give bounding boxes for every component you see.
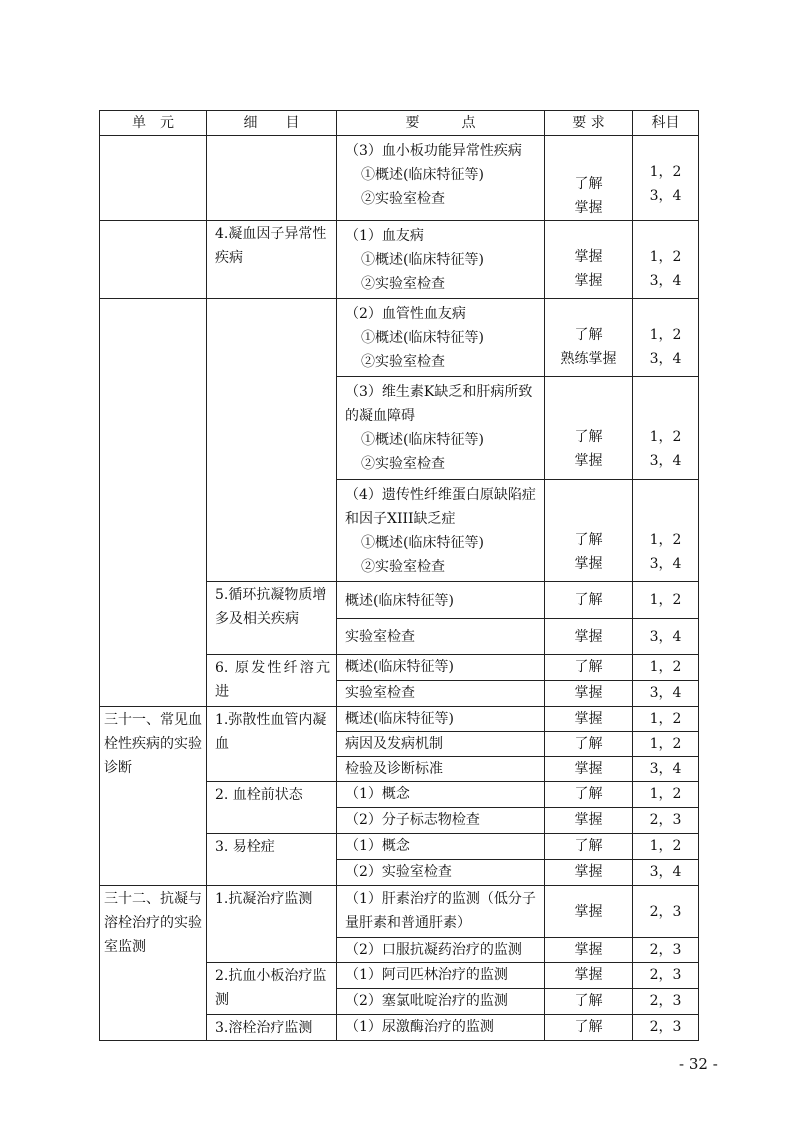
subject-value: 1，2 [649, 249, 682, 265]
points-cell: 实验室检查 [337, 619, 545, 655]
subject-value: 1，2 [649, 164, 682, 180]
point-line: ①概述(临床特征等) [361, 535, 484, 551]
subject-cell: 2，3 [633, 808, 699, 834]
subject-cell: 3，4 [633, 860, 699, 886]
detail-cell: 1.弥散性血管内凝血 [207, 707, 337, 782]
requirement-cell: 掌握 [545, 963, 633, 989]
requirement-cell: 了解 [545, 834, 633, 860]
subject-cell [633, 221, 699, 299]
requirement-cell: 掌握 [545, 886, 633, 938]
points-cell: 实验室检查 [337, 681, 545, 707]
point-line: （1）血友病 [345, 228, 424, 244]
requirement-value: 掌握 [574, 453, 603, 469]
subject-cell: 3，4 [633, 757, 699, 782]
table-row [100, 221, 699, 299]
points-cell: （1）阿司匹林治疗的监测 [337, 963, 545, 989]
points-cell: （1）尿激酶治疗的监测 [337, 1015, 545, 1041]
header-detail: 细 目 [207, 111, 337, 136]
point-line: ②实验室检查 [361, 354, 445, 370]
requirement-value: 掌握 [574, 556, 603, 572]
subject-cell [633, 299, 699, 377]
requirement-value: 了解 [574, 327, 603, 343]
table-row [100, 886, 699, 938]
page-number: - 32 - [679, 1055, 718, 1073]
subject-cell: 1，2 [633, 782, 699, 808]
points-cell: 检验及诊断标准 [337, 757, 545, 782]
detail-cell [207, 136, 337, 221]
subject-value: 3，4 [649, 453, 682, 469]
point-line: （4）遗传性纤维蛋白原缺陷症和因子XIII缺乏症 [345, 487, 536, 527]
point-line: ①概述(临床特征等) [361, 330, 484, 346]
unit-cell: 三十一、常见血栓性疾病的实验诊断 [100, 707, 207, 886]
point-line: （2）血管性血友病 [345, 306, 466, 322]
subject-value: 3，4 [649, 273, 682, 289]
points-cell [337, 299, 545, 377]
requirement-value: 了解 [574, 429, 603, 445]
unit-cell [100, 299, 207, 707]
requirement-cell: 了解 [545, 989, 633, 1015]
points-cell: （2）分子标志物检查 [337, 808, 545, 834]
detail-cell: 2.抗血小板治疗监测 [207, 963, 337, 1015]
header-unit: 单 元 [100, 111, 207, 136]
points-cell [337, 480, 545, 582]
subject-cell: 2，3 [633, 989, 699, 1015]
requirement-cell: 掌握 [545, 619, 633, 655]
subject-value: 1，2 [649, 532, 682, 548]
point-line: ①概述(临床特征等) [361, 252, 484, 268]
subject-value: 3，4 [649, 188, 682, 204]
requirement-cell [545, 221, 633, 299]
requirement-cell: 掌握 [545, 707, 633, 732]
subject-cell: 2，3 [633, 938, 699, 963]
point-line: ①概述(临床特征等) [361, 432, 484, 448]
points-cell: （2）实验室检查 [337, 860, 545, 886]
subject-value: 1，2 [649, 327, 682, 343]
subject-cell [633, 136, 699, 221]
points-cell: （2）塞氯吡啶治疗的监测 [337, 989, 545, 1015]
subject-cell: 1，2 [633, 655, 699, 681]
detail-cell: 2. 血栓前状态 [207, 782, 337, 834]
subject-cell: 3，4 [633, 681, 699, 707]
requirement-cell: 了解 [545, 655, 633, 681]
requirement-value: 掌握 [574, 200, 603, 216]
point-line: ①概述(临床特征等) [361, 167, 484, 183]
subject-cell: 1，2 [633, 834, 699, 860]
requirement-cell: 掌握 [545, 938, 633, 963]
subject-value: 3，4 [649, 556, 682, 572]
requirement-cell [545, 377, 633, 480]
requirement-value: 熟练掌握 [560, 351, 617, 367]
requirement-cell [545, 480, 633, 582]
requirement-value: 掌握 [574, 249, 603, 265]
detail-cell: 4.凝血因子异常性疾病 [207, 221, 337, 299]
points-cell: 病因及发病机制 [337, 732, 545, 757]
requirement-cell: 掌握 [545, 860, 633, 886]
requirement-cell [545, 299, 633, 377]
header-subject: 科目 [633, 111, 699, 136]
point-line: （3）血小板功能异常性疾病 [345, 143, 522, 159]
subject-cell: 1，2 [633, 707, 699, 732]
subject-cell: 1，2 [633, 582, 699, 619]
requirement-cell: 掌握 [545, 757, 633, 782]
subject-cell: 3，4 [633, 619, 699, 655]
subject-value: 1，2 [649, 429, 682, 445]
subject-cell: 2，3 [633, 1015, 699, 1041]
unit-cell: 三十二、抗凝与溶栓治疗的实验室监测 [100, 886, 207, 1041]
points-cell: 概述(临床特征等) [337, 582, 545, 619]
points-cell: （1）肝素治疗的监测（低分子量肝素和普通肝素） [337, 886, 545, 938]
points-cell: （1）概念 [337, 834, 545, 860]
table-row [100, 299, 699, 377]
points-cell: （1）概念 [337, 782, 545, 808]
subject-cell [633, 377, 699, 480]
requirement-cell: 了解 [545, 582, 633, 619]
unit-cell [100, 136, 207, 221]
points-cell: 概述(临床特征等) [337, 655, 545, 681]
header-requirement: 要 求 [545, 111, 633, 136]
point-line: ②实验室检查 [361, 456, 445, 472]
detail-cell [207, 299, 337, 582]
point-line: ②实验室检查 [361, 191, 445, 207]
requirement-cell: 掌握 [545, 681, 633, 707]
requirement-value: 掌握 [574, 273, 603, 289]
subject-cell: 2，3 [633, 886, 699, 938]
requirement-value: 了解 [574, 532, 603, 548]
detail-cell: 6. 原发性纤溶亢进 [207, 655, 337, 707]
detail-cell: 3.溶栓治疗监测 [207, 1015, 337, 1041]
point-line: ②实验室检查 [361, 276, 445, 292]
subject-cell: 1，2 [633, 732, 699, 757]
requirement-cell: 了解 [545, 1015, 633, 1041]
subject-cell: 2，3 [633, 963, 699, 989]
detail-cell: 3. 易栓症 [207, 834, 337, 886]
point-line: ②实验室检查 [361, 559, 445, 575]
table-row [100, 136, 699, 221]
unit-cell [100, 221, 207, 299]
detail-cell: 1.抗凝治疗监测 [207, 886, 337, 963]
points-cell: 概述(临床特征等) [337, 707, 545, 732]
detail-cell: 5.循环抗凝物质增多及相关疾病 [207, 582, 337, 655]
requirement-cell: 了解 [545, 732, 633, 757]
points-cell [337, 136, 545, 221]
syllabus-table [99, 110, 699, 1041]
points-cell [337, 377, 545, 480]
subject-cell [633, 480, 699, 582]
table-row [100, 707, 699, 732]
points-cell [337, 221, 545, 299]
requirement-cell: 掌握 [545, 808, 633, 834]
requirement-value: 了解 [574, 176, 603, 192]
requirement-cell [545, 136, 633, 221]
header-points: 要 点 [337, 111, 545, 136]
points-cell: （2）口服抗凝药治疗的监测 [337, 938, 545, 963]
requirement-cell: 了解 [545, 782, 633, 808]
header-row [100, 111, 699, 136]
subject-value: 3，4 [649, 351, 682, 367]
point-line: （3）维生素K缺乏和肝病所致的凝血障碍 [345, 384, 533, 424]
